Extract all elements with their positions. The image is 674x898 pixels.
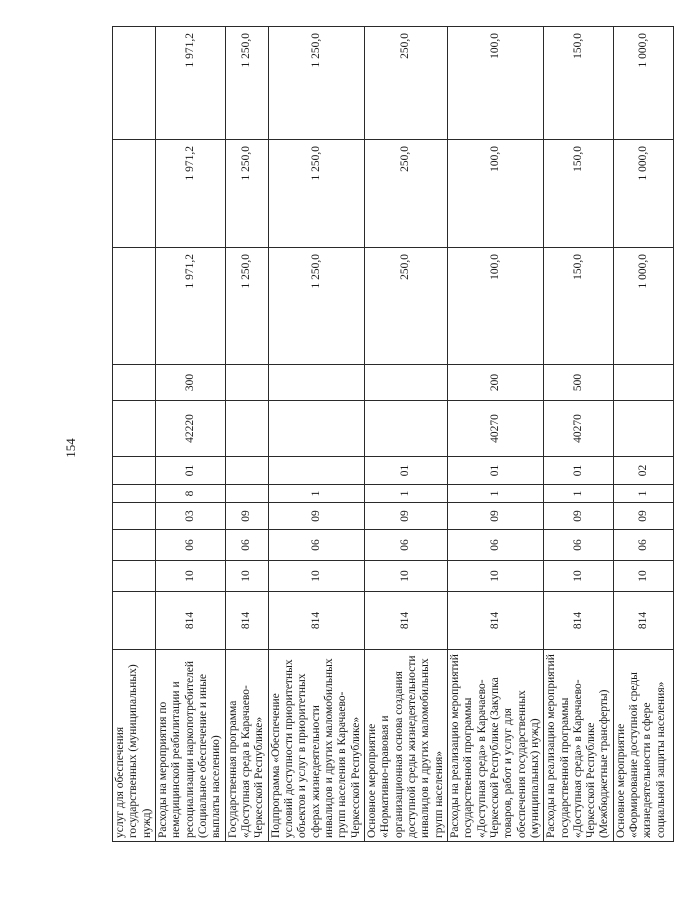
table-row [364,27,447,842]
subprogram-code [225,485,268,503]
subprogram-code: 1 [447,485,543,503]
ministry-code: 814 [364,592,447,650]
expense-type-code [113,365,156,401]
section-code: 10 [364,561,447,592]
subprogram-code: 1 [613,485,673,503]
amount-col-2: 100,0 [447,140,543,248]
event-code [268,457,364,485]
subprogram-code: 8 [155,485,225,503]
table-row [544,27,614,842]
subsection-code: 06 [364,530,447,561]
amount-col-1: 150,0 [544,248,614,365]
program-code: 09 [447,503,543,530]
row-name: Расходы на реализацию мероприятий государственной программы «Доступная среда» в Карачаево-Черкесской Республике (Закупка товаров, работ и услуг для обеспечения государственных (муниципальных) нужд) [447,650,543,842]
program-code: 09 [364,503,447,530]
amount-col-2: 150,0 [544,140,614,248]
direction-code [613,401,673,457]
amount-col-3: 1 000,0 [613,27,673,140]
program-code: 09 [544,503,614,530]
ministry-code: 814 [613,592,673,650]
section-code [113,561,156,592]
direction-code [113,401,156,457]
ministry-code: 814 [447,592,543,650]
event-code [113,457,156,485]
ministry-code: 814 [544,592,614,650]
row-name: Расходы на реализацию мероприятий государственной программы «Доступная среда» в Карачаево-Черкесской Республике (Межбюджетные трансферты) [544,650,614,842]
event-code: 01 [544,457,614,485]
amount-col-3 [113,27,156,140]
amount-col-3: 150,0 [544,27,614,140]
page-number: 154 [63,438,78,458]
subprogram-code: 1 [268,485,364,503]
amount-col-3: 250,0 [364,27,447,140]
budget-table-rotated [112,27,667,842]
event-code [225,457,268,485]
row-name: услуг для обеспечения государственных (муниципальных) нужд) [113,650,156,842]
row-name: Основное мероприятие «Формирование доступной среды жизнедеятельности в сфере социальной защиты населения» [613,650,673,842]
subsection-code: 06 [447,530,543,561]
subsection-code: 06 [225,530,268,561]
subprogram-code: 1 [544,485,614,503]
program-code: 09 [268,503,364,530]
direction-code: 40270 [544,401,614,457]
amount-col-1: 1 250,0 [268,248,364,365]
program-code: 09 [225,503,268,530]
table-row [613,27,673,842]
subsection-code: 06 [544,530,614,561]
ministry-code: 814 [225,592,268,650]
amount-col-3: 1 971,2 [155,27,225,140]
subsection-code: 06 [268,530,364,561]
amount-col-2: 1 971,2 [155,140,225,248]
ministry-code: 814 [268,592,364,650]
budget-table [112,26,674,842]
table-row [113,27,156,842]
row-name: Расходы на мероприятия по немедицинской реабилитации и ресоциализации наркопотребителей (Социальное обеспечение и иные выплаты населению) [155,650,225,842]
expense-type-code [364,365,447,401]
section-code: 10 [447,561,543,592]
amount-col-2: 1 250,0 [225,140,268,248]
direction-code [225,401,268,457]
amount-col-3: 1 250,0 [268,27,364,140]
row-name: Основное мероприятие «Нормативно-правовая и организационная основа создания доступной среды жизнедеятельности инвалидов и других маломобильных групп населения» [364,650,447,842]
section-code: 10 [613,561,673,592]
program-code [113,503,156,530]
ministry-code: 814 [155,592,225,650]
amount-col-1: 100,0 [447,248,543,365]
row-name: Подпрограмма «Обеспечение условий доступности приоритетных объектов и услуг в приоритетных сферах жизнедеятельности инвалидов и других маломобильных групп населения в Карачаево-Черкесской Республике» [268,650,364,842]
amount-col-3: 100,0 [447,27,543,140]
budget-table-body [113,27,674,842]
amount-col-2: 250,0 [364,140,447,248]
program-code: 09 [613,503,673,530]
section-code: 10 [268,561,364,592]
subsection-code: 06 [155,530,225,561]
amount-col-2: 1 000,0 [613,140,673,248]
expense-type-code: 300 [155,365,225,401]
amount-col-1: 250,0 [364,248,447,365]
subprogram-code: 1 [364,485,447,503]
subprogram-code [113,485,156,503]
amount-col-3: 1 250,0 [225,27,268,140]
table-row [268,27,364,842]
section-code: 10 [155,561,225,592]
expense-type-code [268,365,364,401]
direction-code: 40270 [447,401,543,457]
table-row [225,27,268,842]
direction-code: 42220 [155,401,225,457]
subsection-code [113,530,156,561]
direction-code [268,401,364,457]
expense-type-code [225,365,268,401]
amount-col-1: 1 971,2 [155,248,225,365]
amount-col-1: 1 000,0 [613,248,673,365]
amount-col-2: 1 250,0 [268,140,364,248]
amount-col-1 [113,248,156,365]
direction-code [364,401,447,457]
program-code: 03 [155,503,225,530]
amount-col-1: 1 250,0 [225,248,268,365]
expense-type-code [613,365,673,401]
section-code: 10 [225,561,268,592]
event-code: 01 [155,457,225,485]
expense-type-code: 200 [447,365,543,401]
expense-type-code: 500 [544,365,614,401]
amount-col-2 [113,140,156,248]
row-name: Государственная программа «Доступная среда в Карачаево-Черкесской Республике» [225,650,268,842]
event-code: 02 [613,457,673,485]
ministry-code [113,592,156,650]
subsection-code: 06 [613,530,673,561]
event-code: 01 [364,457,447,485]
section-code: 10 [544,561,614,592]
event-code: 01 [447,457,543,485]
table-row [447,27,543,842]
table-row [155,27,225,842]
